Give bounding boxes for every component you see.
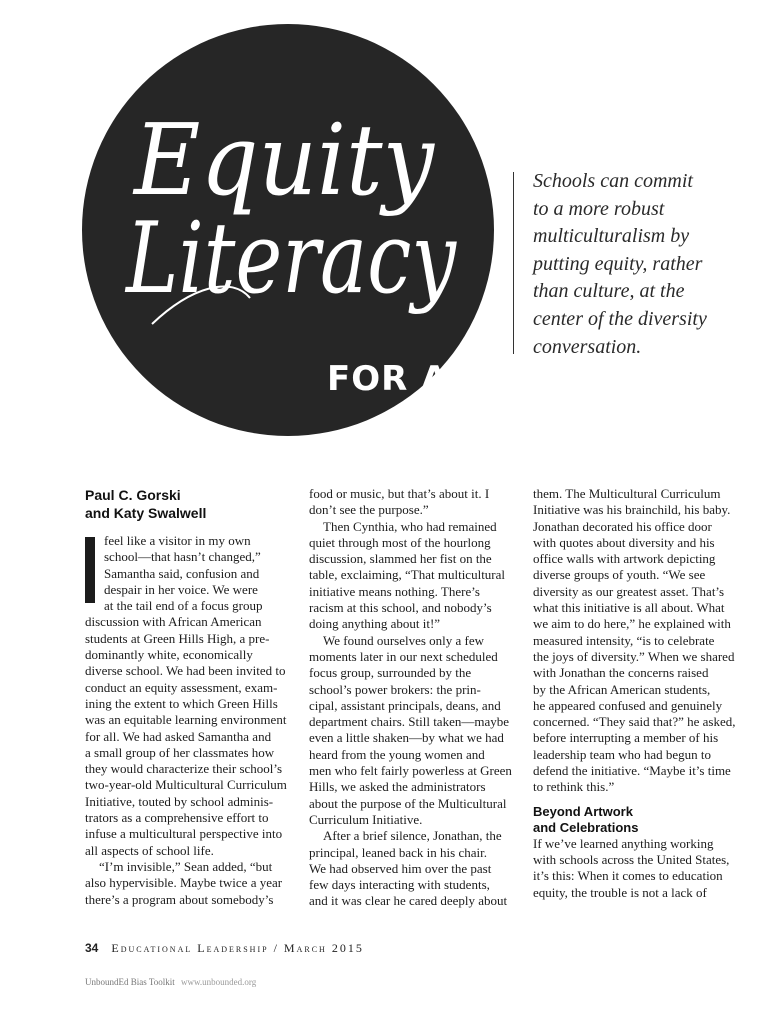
text-line: school—that hasn’t changed,” xyxy=(104,549,261,565)
section-heading xyxy=(533,804,743,836)
deck-rule xyxy=(513,172,514,354)
text-line: If we’ve learned anything working xyxy=(533,835,714,851)
text-line: feel like a visitor in my own xyxy=(104,533,251,548)
opening-paragraph xyxy=(85,533,295,859)
toolkit-label: UnboundEd Bias Toolkit xyxy=(85,977,175,987)
text-line: despair in her voice. We were xyxy=(104,581,258,597)
text-line: few days interacting with students, xyxy=(309,877,490,893)
text-line: they would characterize their school’s xyxy=(85,761,283,777)
title-circle xyxy=(82,24,494,436)
text-line: doing anything about it!” xyxy=(309,616,441,632)
text-line: trators as a comprehensive effort to xyxy=(85,810,269,826)
text-line: conduct an equity assessment, exam- xyxy=(85,679,278,695)
text-line: all aspects of school life. xyxy=(85,842,214,858)
text-line: a small group of her classmates how xyxy=(85,744,275,760)
text-line: with quotes about diversity and his xyxy=(533,534,715,550)
text-line: by the African American students, xyxy=(533,681,711,697)
text-line: ining the extent to which Green Hills xyxy=(85,695,278,711)
text-line: Then Cynthia, who had remained xyxy=(323,518,497,534)
text-line: “I’m invisible,” Sean added, “but xyxy=(99,858,273,874)
text-line: measured intensity, “is to celebrate xyxy=(533,632,715,648)
author-2: and Katy Swalwell xyxy=(85,505,207,521)
text-line: diversity as our greatest asset. That’s xyxy=(533,583,725,599)
deck-line: center of the diversity xyxy=(533,307,707,330)
text-line: even a little shaken—by what we had xyxy=(309,730,504,746)
footer-separator: / xyxy=(273,941,279,955)
text-line: Hills, we asked the administrators xyxy=(309,779,486,795)
text-line: initiative means nothing. There’s xyxy=(309,583,480,599)
column-1 xyxy=(85,486,295,908)
byline xyxy=(85,486,295,522)
text-line: Initiative, touted by school adminis- xyxy=(85,793,274,809)
magazine-name: Educational Leadership xyxy=(111,941,269,955)
text-line: two-year-old Multicultural Curriculum xyxy=(85,777,287,793)
text-line: quiet through most of the hourlong xyxy=(309,534,491,550)
text-line: After a brief silence, Jonathan, the xyxy=(323,828,502,844)
text-line: don’t see the purpose.” xyxy=(309,502,429,518)
text-line: focus group, surrounded by the xyxy=(309,665,472,681)
text-line: for all. We had asked Samantha and xyxy=(85,728,272,744)
text-line: defend the initiative. “Maybe it’s time xyxy=(533,763,731,779)
text-line: food or music, but that’s about it. I xyxy=(309,486,490,501)
text-line: at the tail end of a focus group xyxy=(104,598,263,614)
text-line: about the purpose of the Multicultural xyxy=(309,795,507,811)
toolkit-url[interactable]: www.unbounded.org xyxy=(180,977,257,987)
text-line: principal, leaned back in his chair. xyxy=(309,844,487,860)
text-line: to rethink this.” xyxy=(533,779,615,795)
paragraph xyxy=(309,486,519,519)
text-line: what this initiative is all about. What xyxy=(533,600,725,616)
text-line: We had observed him over the past xyxy=(309,860,492,876)
text-line: with schools across the United States, xyxy=(533,851,730,867)
deck-line: than culture, at the xyxy=(533,280,685,303)
text-line: also hypervisible. Maybe twice a year xyxy=(85,875,283,891)
text-line: there’s a program about somebody’s xyxy=(85,891,274,907)
text-line: before interrupting a member of his xyxy=(533,730,719,746)
paragraph xyxy=(309,828,519,909)
text-line: diverse school. We had been invited to xyxy=(85,663,286,679)
deck-line: putting equity, rather xyxy=(533,252,703,275)
section-heading-line: Beyond Artwork xyxy=(533,803,633,819)
text-line: racism at this school, and nobody’s xyxy=(309,600,492,616)
text-line: cipal, assistant principals, deans, and xyxy=(309,697,501,713)
deck-line: to a more robust xyxy=(533,197,665,220)
title-word-literacy: Literacy xyxy=(124,202,458,316)
text-line: it’s this: When it comes to education xyxy=(533,868,723,884)
deck-line: multiculturalism by xyxy=(533,225,690,248)
text-line: diverse groups of youth. “We see xyxy=(533,567,706,583)
text-line: heard from the young women and xyxy=(309,746,485,762)
text-line: leadership team who had begun to xyxy=(533,746,711,762)
text-line: discussion, slammed her fist on the xyxy=(309,551,492,567)
text-line: the joys of diversity.” When we shared xyxy=(533,648,735,664)
text-line: infuse a multicultural perspective into xyxy=(85,826,283,842)
text-line: and it was clear he cared deeply about xyxy=(309,893,508,909)
text-line: moments later in our next scheduled xyxy=(309,648,498,664)
text-line: We found ourselves only a few xyxy=(323,632,485,648)
drop-cap xyxy=(85,537,95,603)
text-line: Curriculum Initiative. xyxy=(309,811,423,827)
text-line: students at Green Hills High, a pre- xyxy=(85,630,270,646)
text-line: them. The Multicultural Curriculum xyxy=(533,486,721,501)
text-line: department chairs. Still taken—maybe xyxy=(309,714,509,730)
text-line: table, exclaiming, “That multicultural xyxy=(309,567,506,583)
paragraph xyxy=(309,633,519,829)
text-line: men who felt fairly powerless at Green xyxy=(309,763,512,779)
deck-line: conversation. xyxy=(533,335,642,358)
text-line: Initiative was his brainchild, his baby. xyxy=(533,502,731,518)
text-line: Samantha said, confusion and xyxy=(104,565,260,581)
section-heading-line: and Celebrations xyxy=(533,819,639,835)
deck-line: Schools can commit xyxy=(533,170,693,192)
text-line: school’s power brokers: the prin- xyxy=(309,681,481,697)
page-number: 34 xyxy=(85,941,99,955)
paragraph xyxy=(533,486,743,796)
title-for-all: FOR ALL xyxy=(327,359,494,399)
page-footer xyxy=(85,941,364,956)
author-1: Paul C. Gorski xyxy=(85,487,181,503)
issue-date: March 2015 xyxy=(283,941,364,955)
text-line: was an equitable learning environment xyxy=(85,712,287,728)
toolkit-credit xyxy=(85,977,256,987)
text-line: equity, the trouble is not a lack of xyxy=(533,884,707,900)
title-word-equity: Equity xyxy=(132,104,436,218)
paragraph xyxy=(309,519,519,633)
text-line: office walls with artwork depicting xyxy=(533,551,716,567)
deck xyxy=(533,168,738,361)
paragraph xyxy=(533,836,743,901)
text-line: Jonathan decorated his office door xyxy=(533,518,712,534)
text-line: discussion with African American xyxy=(85,614,262,630)
paragraph xyxy=(85,859,295,908)
text-line: dominantly white, economically xyxy=(85,647,253,663)
text-line: concerned. “They said that?” he asked, xyxy=(533,714,736,730)
text-line: with Jonathan the concerns raised xyxy=(533,665,709,681)
column-2 xyxy=(309,486,519,910)
text-line: he appeared confused and genuinely xyxy=(533,697,723,713)
text-line: we aim to do here,” he explained with xyxy=(533,616,731,632)
column-3 xyxy=(533,486,743,901)
